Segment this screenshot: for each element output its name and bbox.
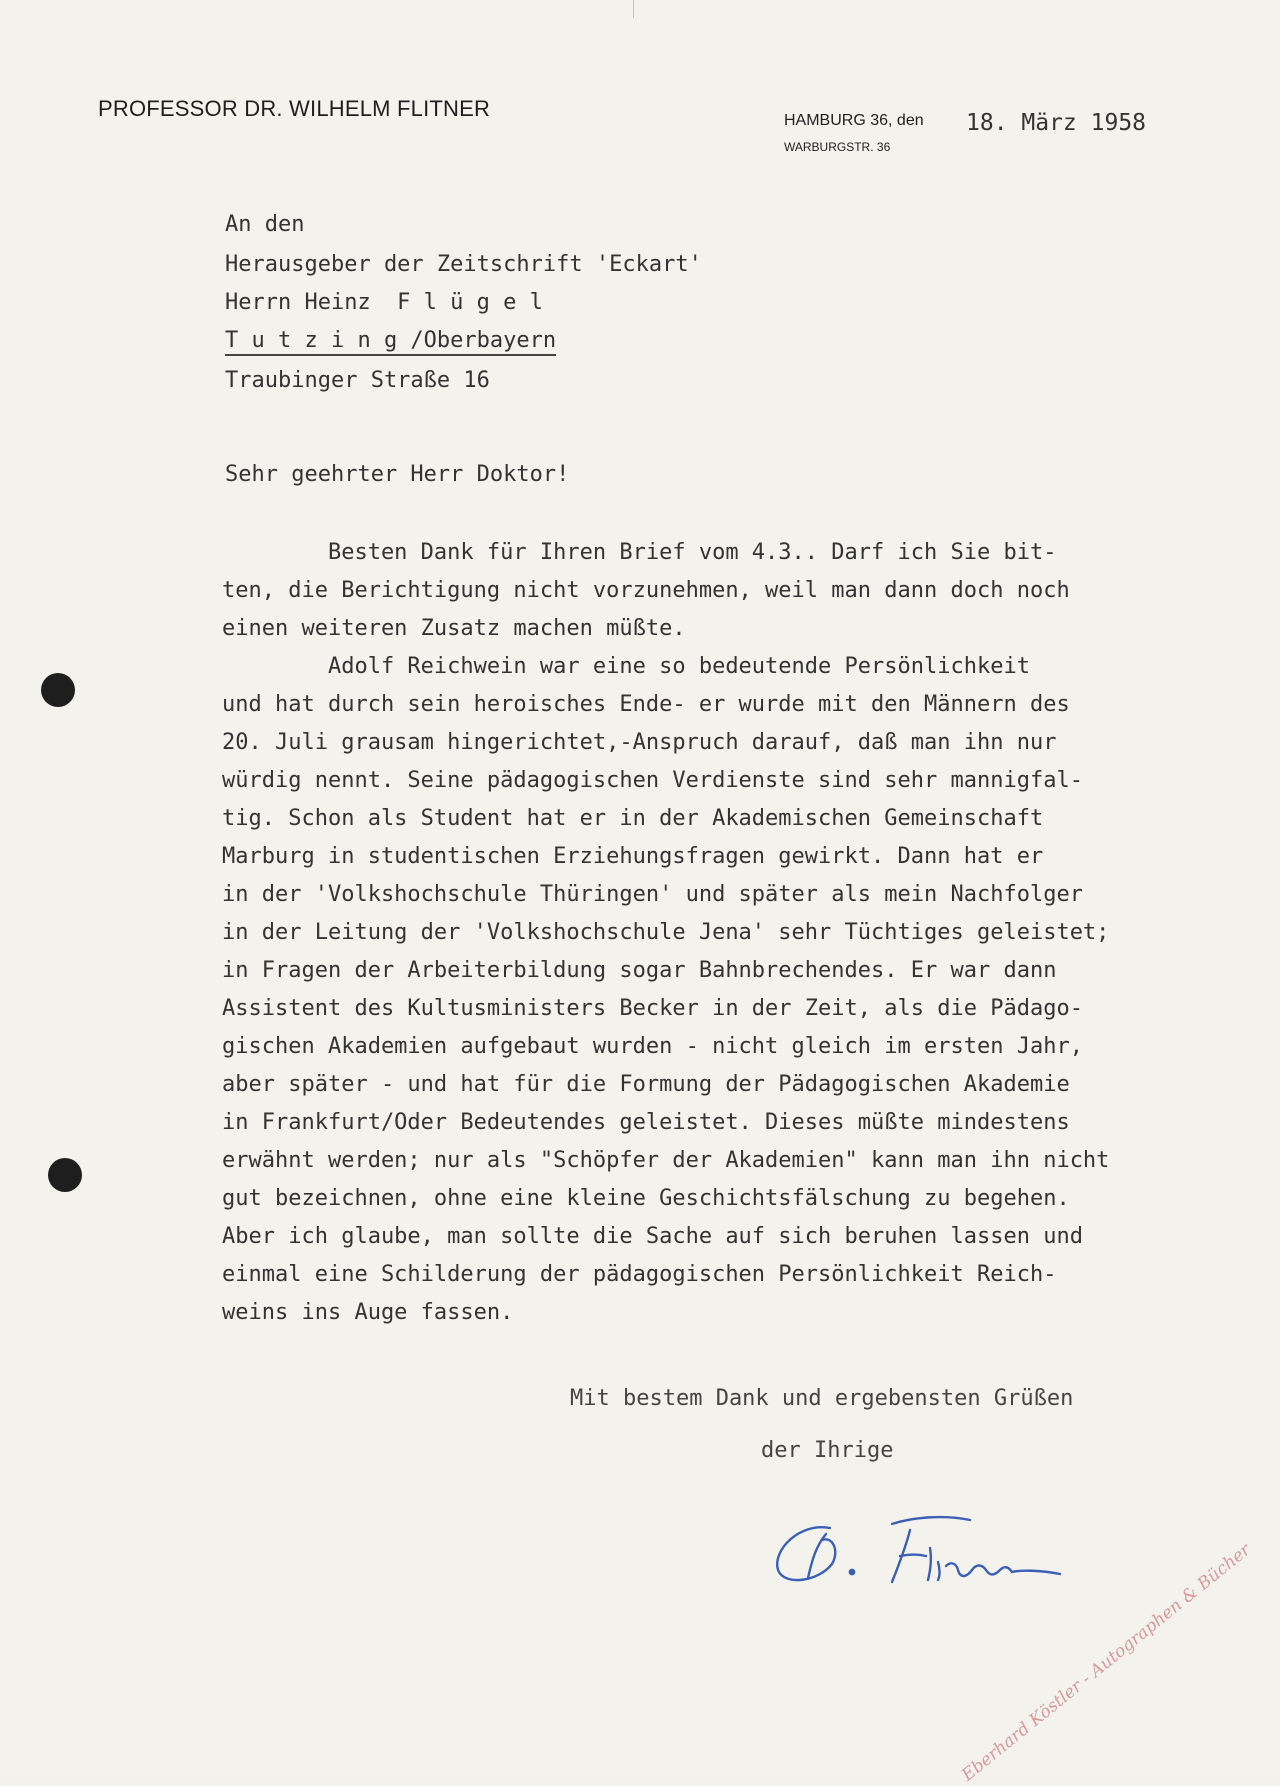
punch-hole-top — [41, 673, 75, 707]
body-line: 20. Juli grausam hingerichtet,-Anspruch darauf, daß man ihn nur — [222, 730, 1057, 755]
body-line: gut bezeichnen, ohne eine kleine Geschichtsfälschung zu begehen. — [222, 1186, 1070, 1211]
punch-hole-bottom — [48, 1158, 82, 1192]
letterhead-street: WARBURGSTR. 36 — [784, 140, 891, 154]
fold-mark — [633, 0, 634, 18]
body-line: einen weiteren Zusatz machen müßte. — [222, 616, 686, 641]
salutation: Sehr geehrter Herr Doktor! — [225, 462, 570, 487]
address-city: T u t z i n g — [225, 328, 397, 356]
body-line: in der Leitung der 'Volkshochschule Jena' sehr Tüchtiges geleistet; — [222, 920, 1110, 945]
body-line: in Frankfurt/Oder Bedeutendes geleistet. Dieses müßte mindestens — [222, 1110, 1070, 1135]
body-line: gischen Akademien aufgebaut wurden - nicht gleich im ersten Jahr, — [222, 1034, 1083, 1059]
body-line: würdig nennt. Seine pädagogischen Verdienste sind sehr mannigfal- — [222, 768, 1083, 793]
address-line-5: Traubinger Straße 16 — [225, 368, 490, 393]
address-line-3: Herrn Heinz F l ü g e l — [225, 290, 543, 315]
body-line: einmal eine Schilderung der pädagogischen Persönlichkeit Reich- — [222, 1262, 1057, 1287]
address-line-1: An den — [225, 212, 305, 237]
body-line: erwähnt werden; nur als "Schöpfer der Akademien" kann man ihn nicht — [222, 1148, 1110, 1173]
address-line-4 — [225, 328, 556, 353]
body-line: und hat durch sein heroisches Ende- er wurde mit den Männern des — [222, 692, 1070, 717]
letterhead-sender: PROFESSOR DR. WILHELM FLITNER — [98, 96, 491, 121]
body-line: Besten Dank für Ihren Brief vom 4.3.. Darf ich Sie bit- — [222, 540, 1057, 565]
signature — [760, 1500, 1110, 1604]
letter-date: 18. März 1958 — [966, 110, 1147, 136]
signature-handwriting-icon — [760, 1500, 1110, 1600]
body-line: Marburg in studentischen Erziehungsfragen gewirkt. Dann hat er — [222, 844, 1044, 869]
address-line-2: Herausgeber der Zeitschrift 'Eckart' — [225, 252, 702, 277]
body-line: tig. Schon als Student hat er in der Akademischen Gemeinschaft — [222, 806, 1044, 831]
body-line: Aber ich glaube, man sollte die Sache auf sich beruhen lassen und — [222, 1224, 1083, 1249]
body-line: ten, die Berichtigung nicht vorzunehmen, weil man dann doch noch — [222, 578, 1070, 603]
body-line: in der 'Volkshochschule Thüringen' und später als mein Nachfolger — [222, 882, 1083, 907]
body-line: in Fragen der Arbeiterbildung sogar Bahnbrechendes. Er war dann — [222, 958, 1057, 983]
address-region: /Oberbayern — [397, 328, 556, 356]
dealer-watermark-stamp: Eberhard Köstler - Autographen & Bücher — [958, 1539, 1255, 1786]
closing-greeting: Mit bestem Dank und ergebensten Grüßen — [570, 1386, 1074, 1411]
letterhead-place: HAMBURG 36, den — [784, 112, 924, 129]
body-line: Adolf Reichwein war eine so bedeutende Persönlichkeit — [222, 654, 1030, 679]
body-line: Assistent des Kultusministers Becker in der Zeit, als die Pädago- — [222, 996, 1083, 1021]
body-line: aber später - und hat für die Formung der Pädagogischen Akademie — [222, 1072, 1070, 1097]
closing-signoff: der Ihrige — [761, 1438, 894, 1463]
body-line: weins ins Auge fassen. — [222, 1300, 514, 1325]
